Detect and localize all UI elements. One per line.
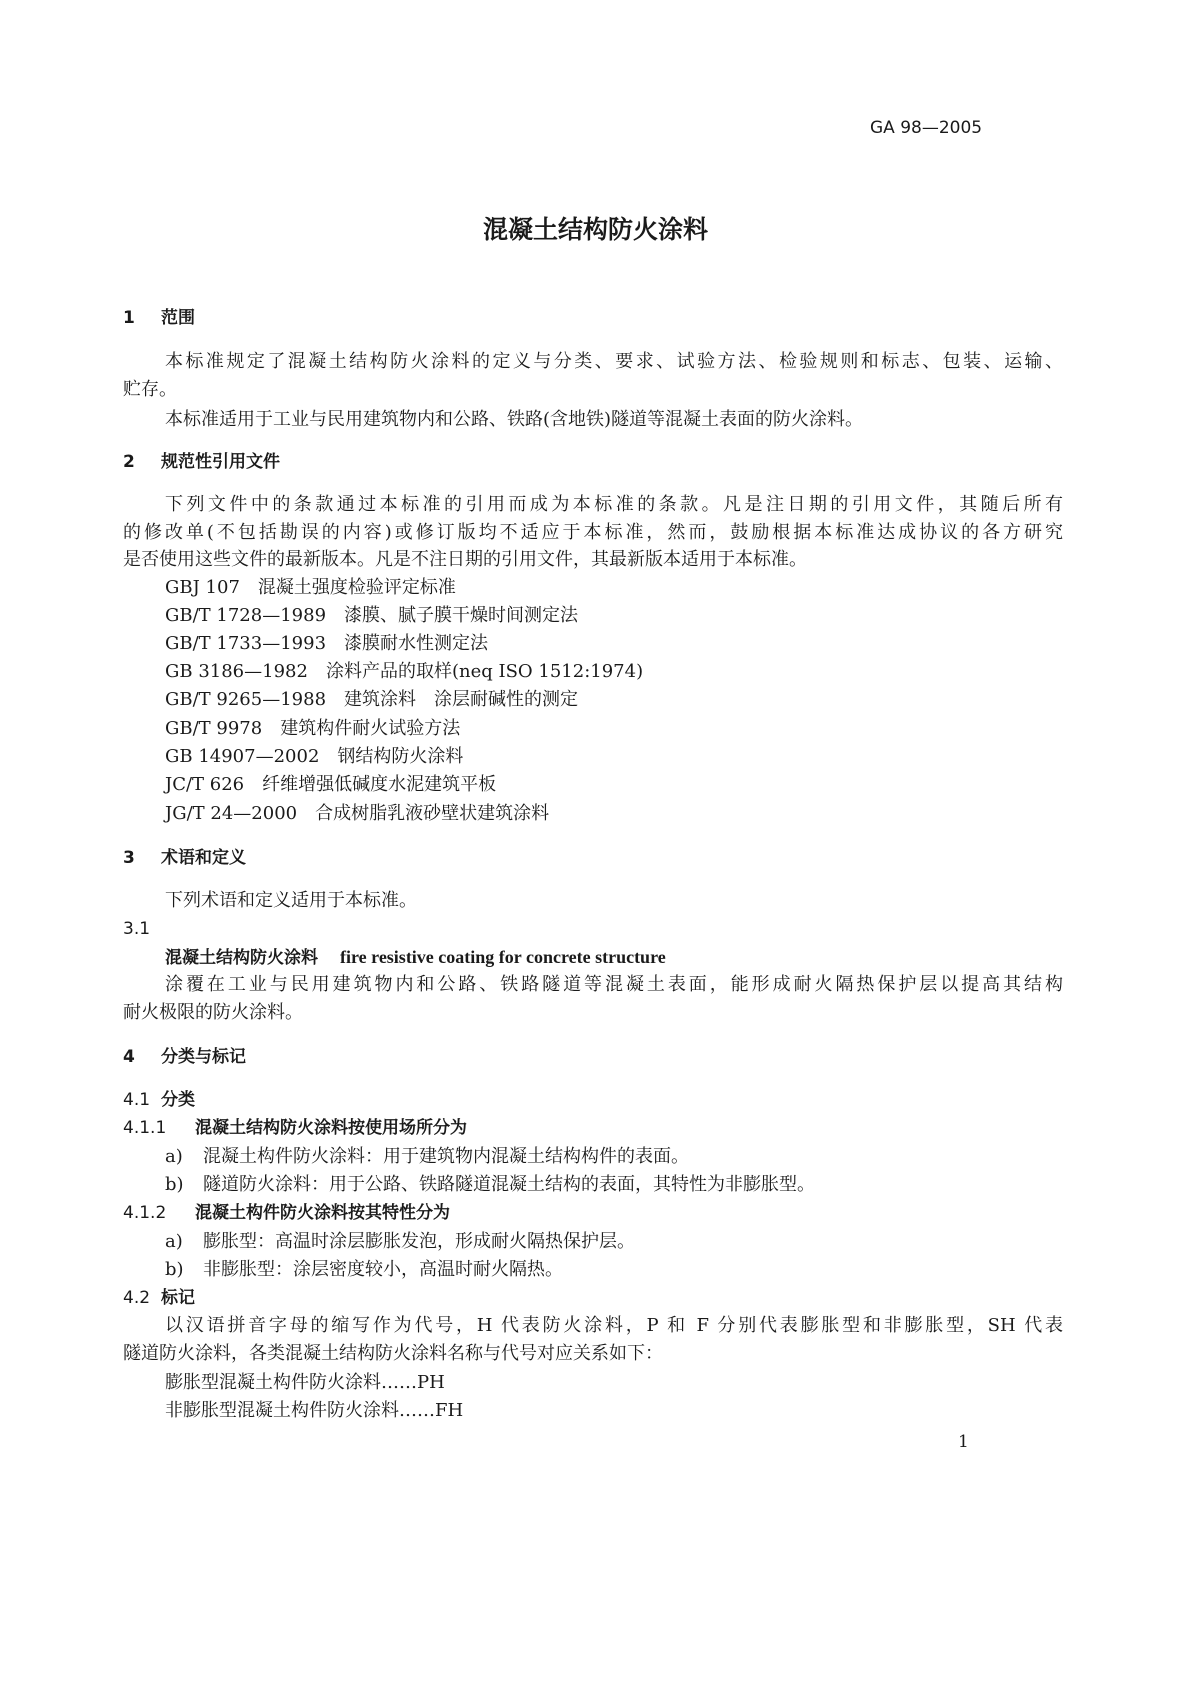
marking-code-line: 膨胀型混凝土构件防火涂料……PH xyxy=(165,1372,445,1393)
clause-4-1-2-heading xyxy=(123,1201,450,1225)
list-item xyxy=(165,1173,815,1197)
reference-item xyxy=(165,773,496,797)
clause-title: 分类 xyxy=(161,1090,195,1110)
document-title: 混凝土结构防火涂料 xyxy=(482,215,708,244)
marking-paragraph-line: 以汉语拼音字母的缩写作为代号，H 代表防火涂料，P 和 F 分别代表膨胀型和非膨胀型，SH 代表 xyxy=(165,1315,1063,1336)
scope-paragraph-line: 本标准规定了混凝土结构防火涂料的定义与分类、要求、试验方法、检验规则和标志、包装、运输、 xyxy=(165,351,1063,372)
clause-title: 标记 xyxy=(161,1288,195,1308)
references-paragraph-line: 是否使用这些文件的最新版本。凡是不注日期的引用文件，其最新版本适用于本标准。 xyxy=(123,549,807,570)
section-4-heading xyxy=(123,1045,246,1069)
reference-item xyxy=(165,604,578,628)
clause-number: 4.1.1 xyxy=(123,1118,167,1138)
reference-item xyxy=(165,688,578,712)
marking-paragraph-line: 隧道防火涂料，各类混凝土结构防火涂料名称与代号对应关系如下： xyxy=(123,1343,663,1364)
reference-name: 漆膜、腻子膜干燥时间测定法 xyxy=(344,605,579,626)
section-title: 规范性引用文件 xyxy=(161,452,280,472)
scope-paragraph-line: 贮存。 xyxy=(123,379,177,400)
term-definition-line: 耐火极限的防火涂料。 xyxy=(123,1002,303,1023)
marking-code-line: 非膨胀型混凝土构件防火涂料……FH xyxy=(165,1400,464,1421)
clause-number: 4.1 xyxy=(123,1090,151,1110)
reference-name: 混凝土强度检验评定标准 xyxy=(257,577,456,598)
list-item xyxy=(165,1258,563,1282)
reference-item xyxy=(165,745,463,769)
reference-code: GB 3186—1982 xyxy=(165,661,308,682)
reference-name: 钢结构防火涂料 xyxy=(337,746,464,767)
terms-intro: 下列术语和定义适用于本标准。 xyxy=(165,890,417,911)
clause-3-1-number: 3.1 xyxy=(123,919,151,939)
reference-code: GB/T 9265—1988 xyxy=(165,689,327,710)
term-english: fire resistive coating for concrete structure xyxy=(340,947,666,967)
reference-code: GB/T 1733—1993 xyxy=(165,633,327,654)
list-marker: a) xyxy=(165,1146,183,1167)
section-title: 分类与标记 xyxy=(161,1047,246,1067)
reference-name: 涂料产品的取样(neq ISO 1512:1974) xyxy=(325,661,644,682)
reference-code: GB/T 9978 xyxy=(165,718,263,739)
reference-item xyxy=(165,632,488,656)
term-chinese: 混凝土结构防火涂料 xyxy=(165,948,318,968)
section-2-heading xyxy=(123,450,280,474)
reference-item xyxy=(165,660,643,684)
section-number: 4 xyxy=(123,1047,135,1067)
section-3-heading xyxy=(123,846,246,870)
clause-number: 4.1.2 xyxy=(123,1203,167,1223)
clause-title: 混凝土构件防火涂料按其特性分为 xyxy=(195,1203,450,1223)
clause-title: 混凝土结构防火涂料按使用场所分为 xyxy=(195,1118,467,1138)
reference-code: GB 14907—2002 xyxy=(165,746,320,767)
section-number: 1 xyxy=(123,308,135,328)
section-title: 术语和定义 xyxy=(161,848,246,868)
section-1-heading xyxy=(123,306,195,330)
reference-name: 建筑涂料 涂层耐碱性的测定 xyxy=(344,689,579,710)
references-paragraph-line: 下列文件中的条款通过本标准的引用而成为本标准的条款。凡是注日期的引用文件，其随后所有 xyxy=(165,494,1063,515)
reference-code: GBJ 107 xyxy=(165,577,240,598)
clause-4-1-1-heading xyxy=(123,1116,467,1140)
reference-code: JC/T 626 xyxy=(165,774,245,795)
term-definition-line: 涂覆在工业与民用建筑物内和公路、铁路隧道等混凝土表面，能形成耐火隔热保护层以提高其结构 xyxy=(165,974,1063,995)
reference-code: JG/T 24—2000 xyxy=(165,803,298,824)
section-title: 范围 xyxy=(161,308,195,328)
list-text: 非膨胀型：涂层密度较小，高温时耐火隔热。 xyxy=(203,1259,563,1280)
list-item xyxy=(165,1145,689,1169)
list-marker: b) xyxy=(165,1174,184,1195)
clause-number: 4.2 xyxy=(123,1288,151,1308)
list-text: 混凝土构件防火涂料：用于建筑物内混凝土结构构件的表面。 xyxy=(203,1146,689,1167)
list-text: 隧道防火涂料：用于公路、铁路隧道混凝土结构的表面，其特性为非膨胀型。 xyxy=(203,1174,815,1195)
reference-item xyxy=(165,717,460,741)
list-text: 膨胀型：高温时涂层膨胀发泡，形成耐火隔热保护层。 xyxy=(203,1231,635,1252)
section-number: 3 xyxy=(123,848,135,868)
reference-name: 合成树脂乳液砂壁状建筑涂料 xyxy=(315,803,550,824)
reference-name: 建筑构件耐火试验方法 xyxy=(280,718,461,739)
list-marker: a) xyxy=(165,1231,183,1252)
section-number: 2 xyxy=(123,452,135,472)
list-item xyxy=(165,1230,635,1254)
reference-name: 漆膜耐水性测定法 xyxy=(344,633,489,654)
term-heading xyxy=(165,945,666,970)
reference-item xyxy=(165,802,549,826)
page-number: 1 xyxy=(958,1432,969,1452)
reference-code: GB/T 1728—1989 xyxy=(165,605,327,626)
scope-paragraph-2: 本标准适用于工业与民用建筑物内和公路、铁路(含地铁)隧道等混凝土表面的防火涂料。 xyxy=(165,409,864,430)
references-paragraph-line: 的修改单(不包括勘误的内容)或修订版均不适应于本标准，然而，鼓励根据本标准达成协议的各方研究 xyxy=(123,522,1063,543)
clause-4-2-heading xyxy=(123,1286,195,1310)
list-marker: b) xyxy=(165,1259,184,1280)
reference-item xyxy=(165,576,456,600)
clause-4-1-heading xyxy=(123,1088,195,1112)
reference-name: 纤维增强低碱度水泥建筑平板 xyxy=(262,774,497,795)
standard-code-header: GA 98—2005 xyxy=(870,118,983,138)
